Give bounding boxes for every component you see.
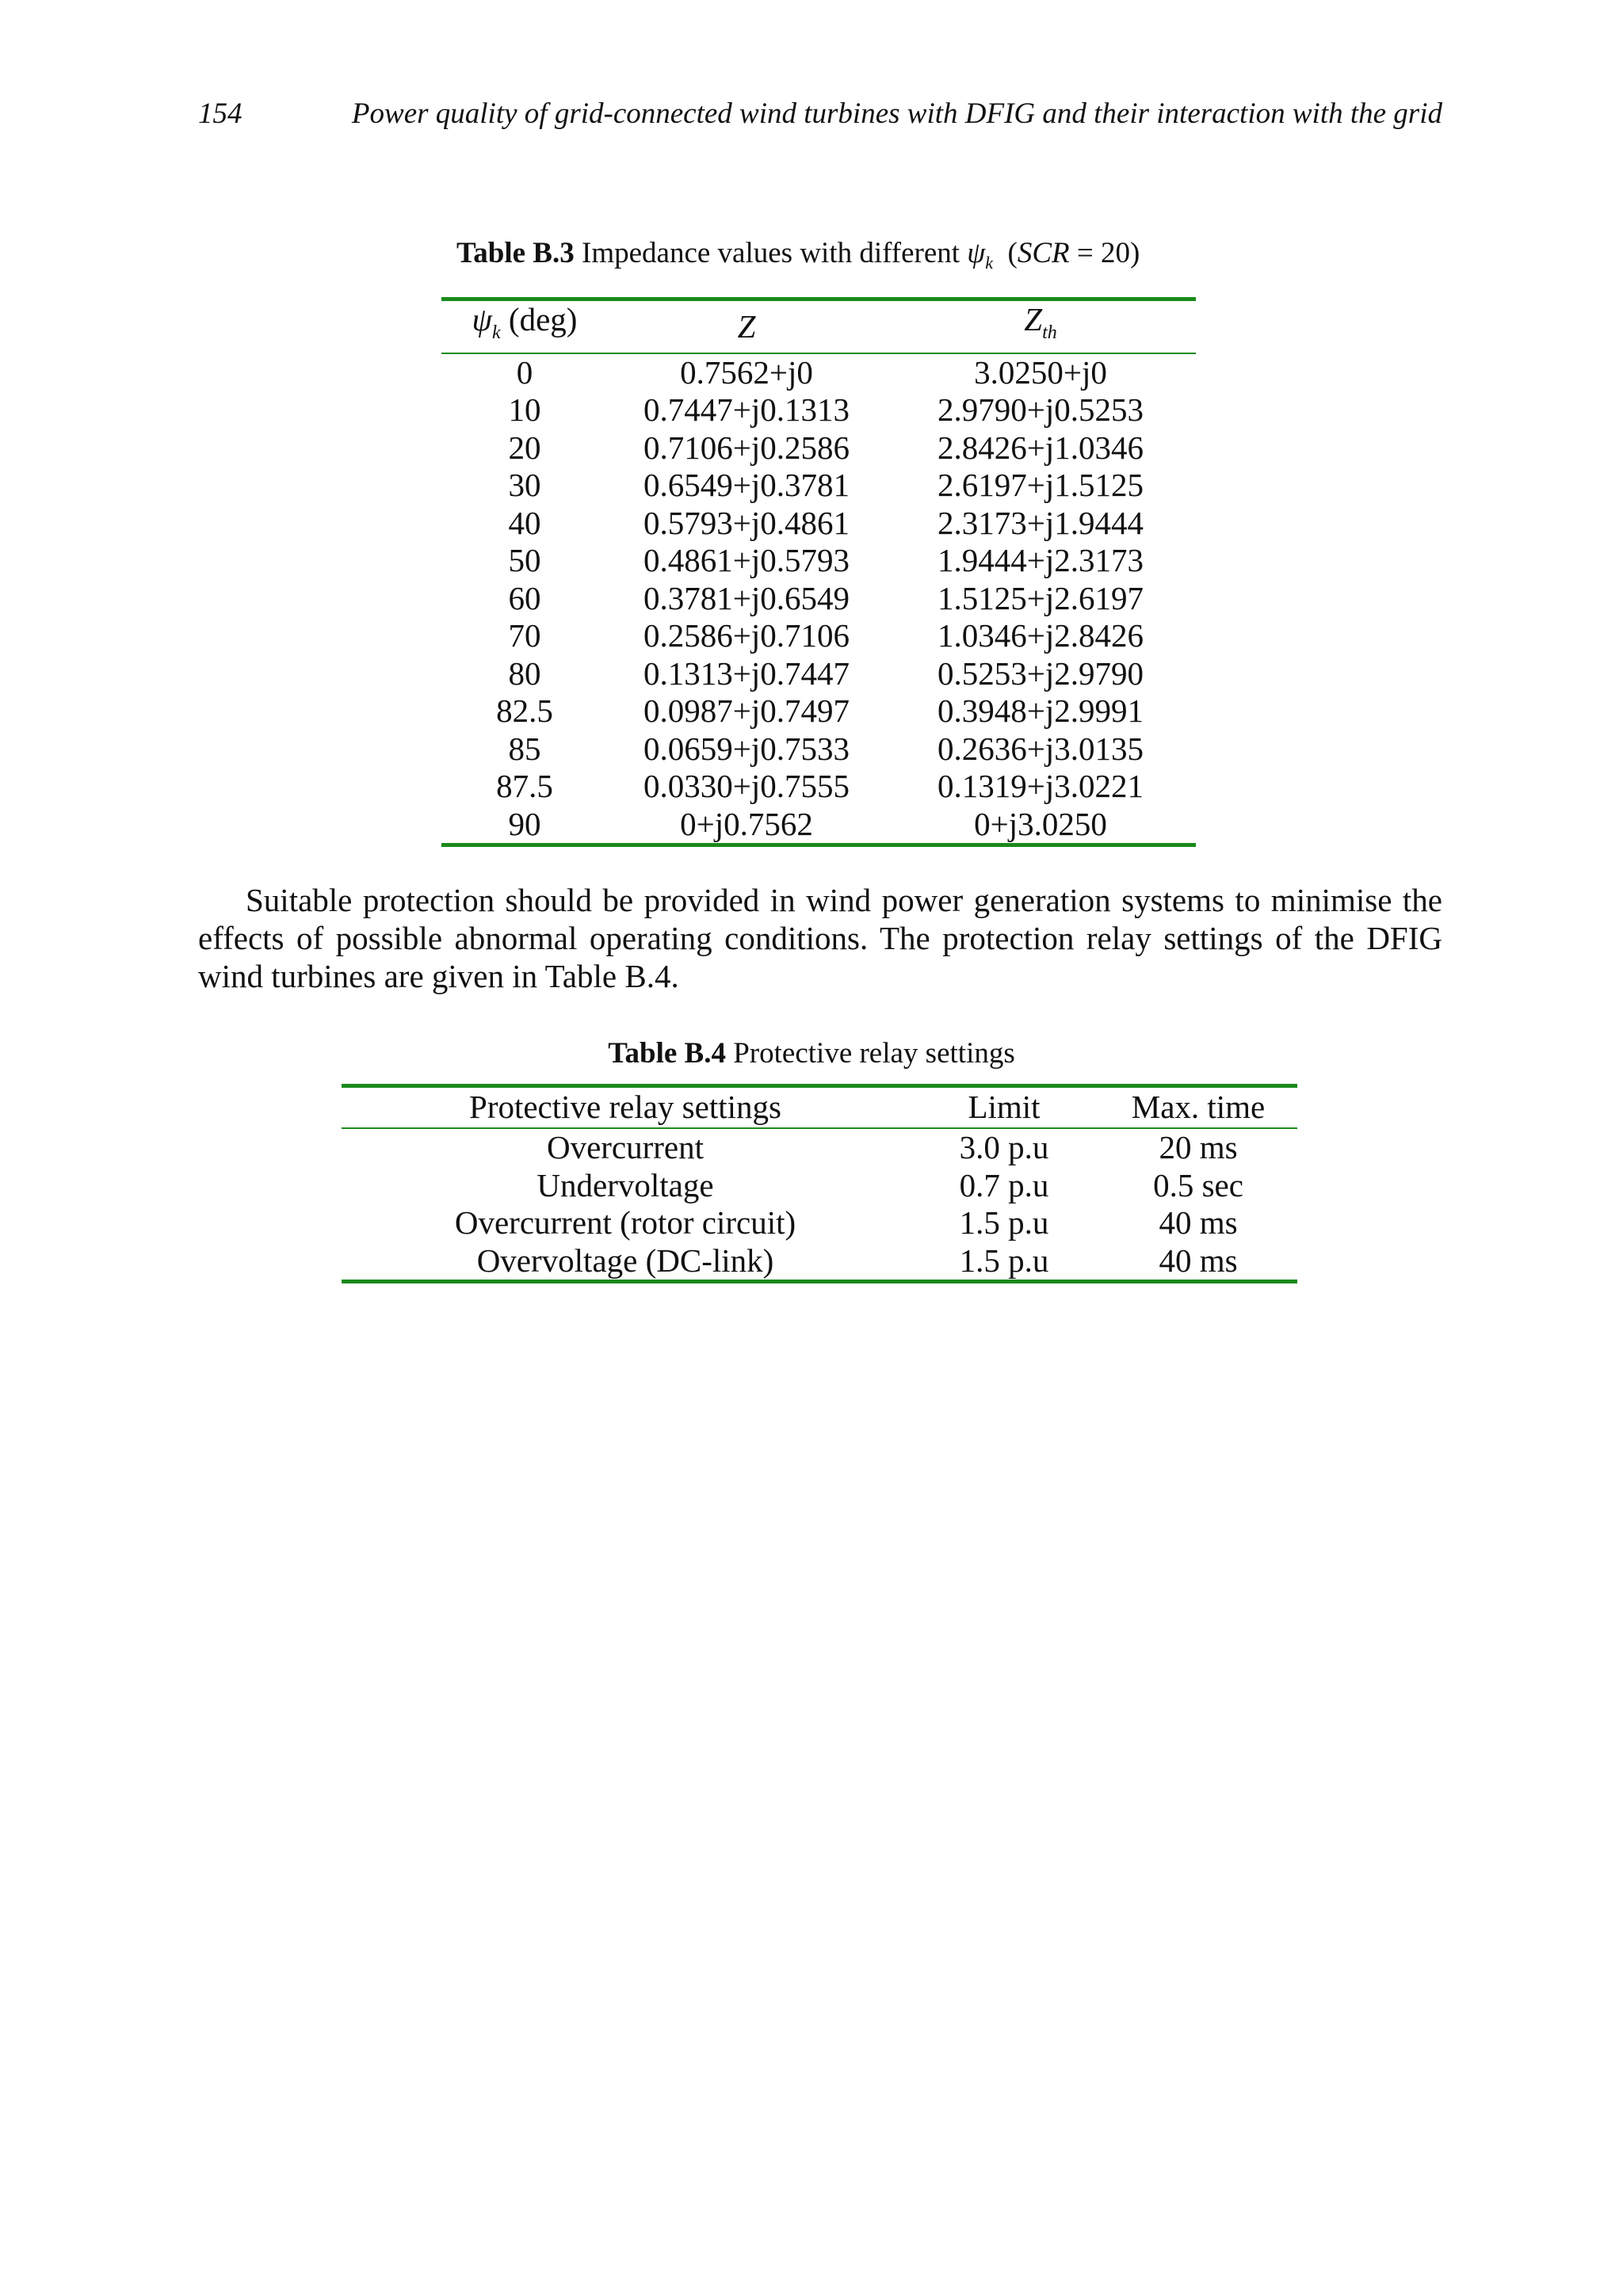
relay-settings-table xyxy=(342,1084,1297,1283)
impedance-table xyxy=(441,297,1196,847)
cell-max-time: 0.5 sec xyxy=(1153,1166,1243,1203)
cell-limit: 0.7 p.u xyxy=(959,1166,1049,1203)
page-number: 154 xyxy=(198,97,242,130)
cell-z-th: 2.3173+j1.9444 xyxy=(937,504,1144,541)
cell-psi-deg: 70 xyxy=(508,617,541,654)
impedance-table-body xyxy=(441,353,1196,845)
cell-z-th: 2.9790+j0.5253 xyxy=(937,391,1144,428)
cell-z-th: 1.9444+j2.3173 xyxy=(937,542,1144,578)
table-row xyxy=(441,391,1196,429)
table-row xyxy=(441,467,1196,505)
cell-psi-deg: 60 xyxy=(508,579,541,616)
cell-max-time: 20 ms xyxy=(1159,1129,1238,1165)
cell-z: 0.2586+j0.7106 xyxy=(643,617,850,654)
table-row xyxy=(342,1167,1297,1205)
cell-psi-deg: 30 xyxy=(508,467,541,503)
table-row xyxy=(441,692,1196,730)
cell-z-th: 1.5125+j2.6197 xyxy=(937,579,1144,616)
table-b3-caption-text: Impedance values with different xyxy=(582,237,960,269)
cell-z: 0.3781+j0.6549 xyxy=(643,579,850,616)
header-psi-deg: $\psi_k$ (deg) xyxy=(441,299,608,353)
header-relay-setting: Protective relay settings xyxy=(342,1086,909,1129)
table-row xyxy=(342,1128,1297,1167)
cell-psi-deg: 80 xyxy=(508,654,541,692)
cell-z-th: 0+j3.0250 xyxy=(974,805,1107,842)
header-z: Z xyxy=(608,299,885,353)
cell-psi-deg: 85 xyxy=(508,730,541,767)
table-row xyxy=(441,353,1196,392)
header-z-th: $Z_{th}$ xyxy=(885,299,1196,353)
cell-psi-deg: 87.5 xyxy=(496,768,553,804)
table-b3-caption xyxy=(456,236,1140,273)
cell-relay-setting: Overcurrent (rotor circuit) xyxy=(454,1204,796,1241)
cell-z-th: 3.0250+j0 xyxy=(974,353,1107,391)
relay-settings-table-body xyxy=(342,1128,1297,1282)
cell-psi-deg: 50 xyxy=(508,542,541,578)
cell-limit: 3.0 p.u xyxy=(959,1129,1049,1165)
table-header-row xyxy=(342,1086,1297,1129)
cell-z: 0.1313+j0.7447 xyxy=(643,654,850,692)
cell-limit: 1.5 p.u xyxy=(959,1241,1049,1279)
table-b3-caption-symbol: $\psi_k$ xyxy=(967,237,994,273)
table-b4-caption-text: Protective relay settings xyxy=(733,1037,1015,1070)
running-title: Power quality of grid-connected wind turbines with DFIG and their interaction with the grid xyxy=(351,97,1442,130)
cell-psi-deg: 90 xyxy=(508,805,541,842)
table-b4-caption xyxy=(0,1036,1623,1070)
table-row xyxy=(441,730,1196,769)
cell-z: 0.5793+j0.4861 xyxy=(643,504,850,541)
cell-psi-deg: 20 xyxy=(508,429,541,466)
cell-psi-deg: 0 xyxy=(516,353,533,391)
cell-z: 0.7106+j0.2586 xyxy=(643,429,850,466)
table-b3-caption-condition: (SCR = 20) xyxy=(1000,237,1140,269)
cell-z: 0.7447+j0.1313 xyxy=(643,391,850,428)
cell-z-th: 0.5253+j2.9790 xyxy=(937,654,1144,692)
cell-psi-deg: 82.5 xyxy=(496,692,553,729)
table-row xyxy=(441,617,1196,655)
cell-z-th: 2.6197+j1.5125 xyxy=(937,467,1144,503)
table-row xyxy=(441,806,1196,845)
cell-max-time: 40 ms xyxy=(1159,1241,1238,1279)
table-row xyxy=(441,768,1196,806)
table-row xyxy=(441,542,1196,580)
body-paragraph: Suitable protection should be provided in wind power generation systems to minimise the effects of possible abnormal operating conditions. The protection relay settings of the DFIG wind turbines are given in Table B.4. xyxy=(198,882,1442,994)
cell-z-th: 1.0346+j2.8426 xyxy=(937,617,1144,654)
table-row xyxy=(342,1204,1297,1242)
table-row xyxy=(342,1242,1297,1282)
cell-psi-deg: 10 xyxy=(508,391,541,428)
cell-limit: 1.5 p.u xyxy=(959,1204,1049,1241)
cell-z: 0.0330+j0.7555 xyxy=(643,768,850,804)
table-header-row xyxy=(441,299,1196,353)
cell-z: 0.7562+j0 xyxy=(680,353,813,391)
cell-z: 0.0659+j0.7533 xyxy=(643,730,850,767)
cell-psi-deg: 40 xyxy=(508,504,541,541)
table-b4-caption-label: Table B.4 xyxy=(608,1037,726,1070)
cell-z-th: 0.3948+j2.9991 xyxy=(937,692,1144,729)
cell-relay-setting: Overvoltage (DC-link) xyxy=(476,1241,774,1279)
table-b3-caption-label: Table B.3 xyxy=(456,237,575,269)
table-row xyxy=(441,505,1196,543)
header-max-time: Max. time xyxy=(1099,1086,1297,1129)
table-row xyxy=(441,580,1196,618)
cell-z-th: 2.8426+j1.0346 xyxy=(937,429,1144,466)
cell-max-time: 40 ms xyxy=(1159,1204,1238,1241)
header-limit: Limit xyxy=(909,1086,1099,1129)
cell-z-th: 0.2636+j3.0135 xyxy=(937,730,1144,767)
cell-relay-setting: Overcurrent xyxy=(546,1129,705,1165)
cell-z: 0+j0.7562 xyxy=(680,805,813,842)
cell-z-th: 0.1319+j3.0221 xyxy=(937,768,1144,804)
table-row xyxy=(441,655,1196,693)
cell-relay-setting: Undervoltage xyxy=(537,1166,714,1203)
cell-z: 0.4861+j0.5793 xyxy=(643,542,850,578)
cell-z: 0.0987+j0.7497 xyxy=(643,692,850,729)
cell-z: 0.6549+j0.3781 xyxy=(643,467,850,503)
table-row xyxy=(441,429,1196,467)
